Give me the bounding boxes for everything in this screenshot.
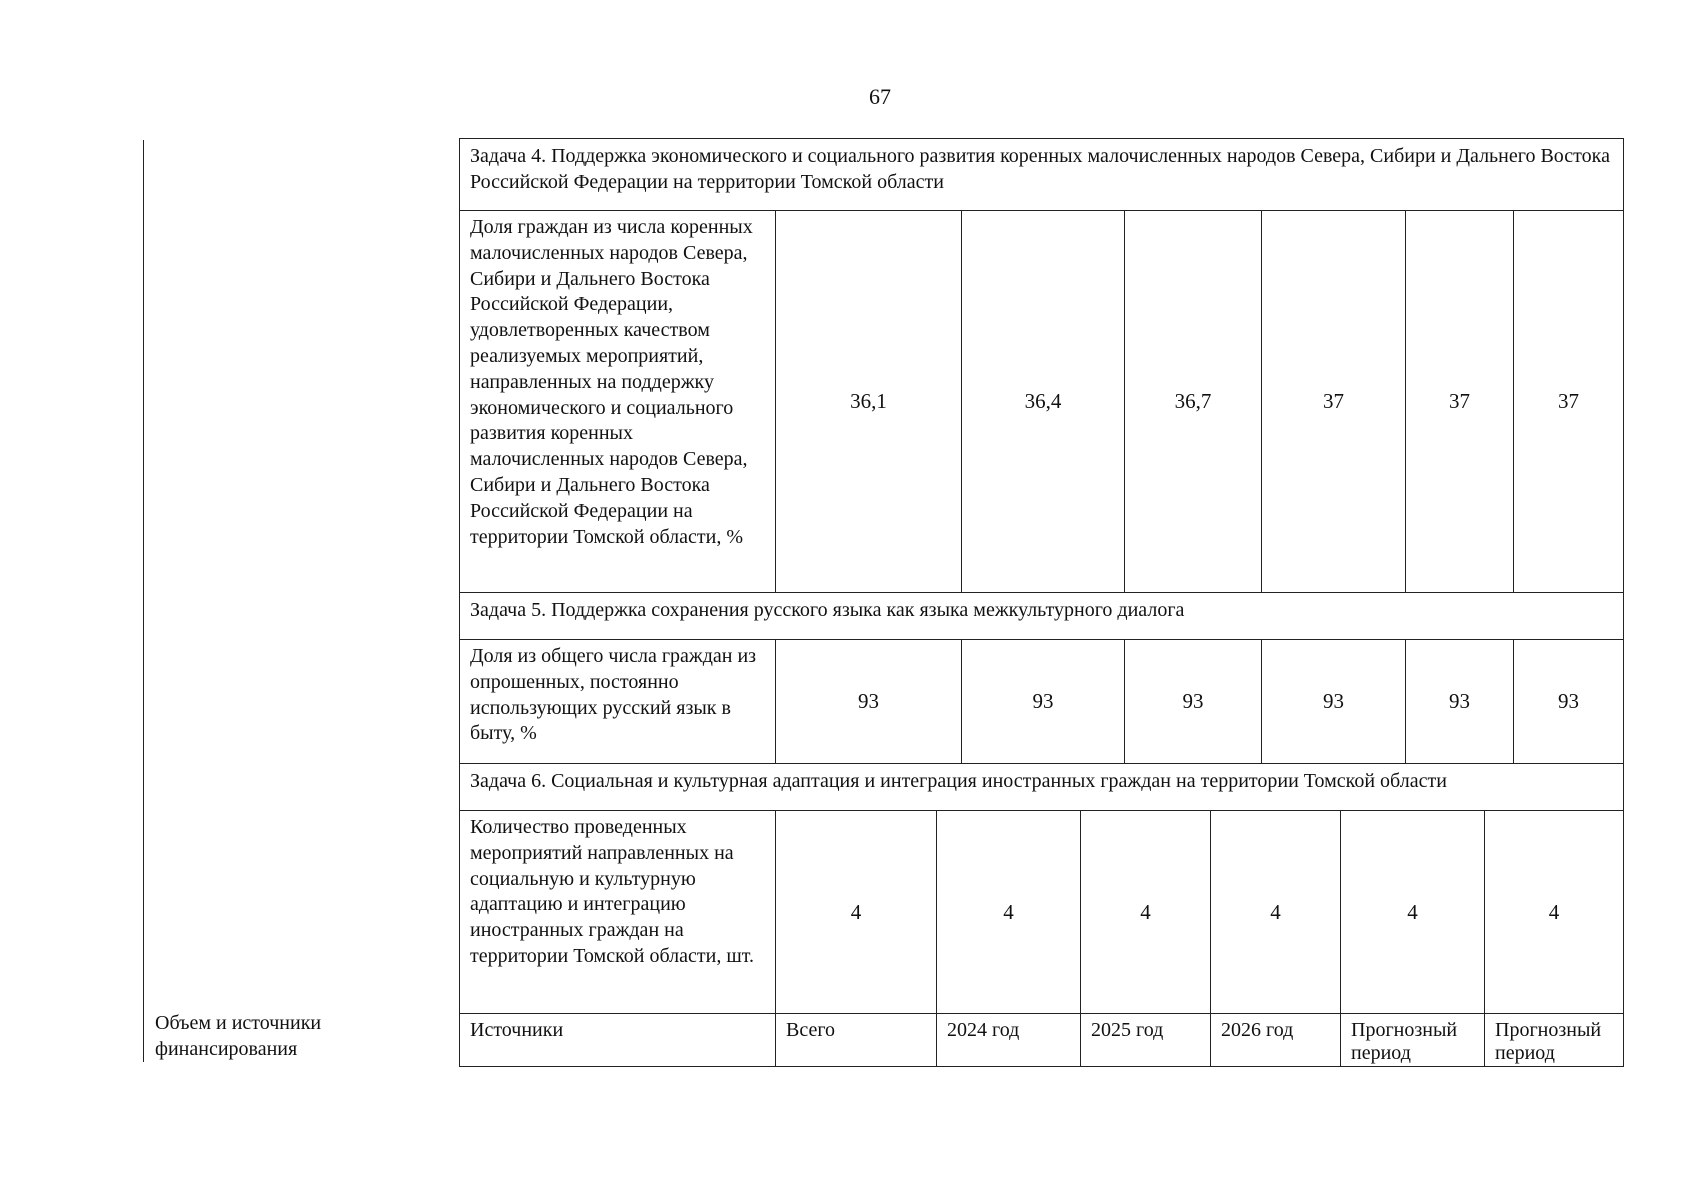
- financing-label: Объем и источники финансирования: [155, 1012, 322, 1060]
- task-4-value: 37: [1513, 211, 1623, 592]
- task-4-indicator-label: Доля граждан из числа коренных малочисленных народов Севера, Сибири и Дальнего Востока Российской Федерации, удовлетворенных качеством реализуемых мероприятий, направленных на поддержку экономического и социального развития коренных малочисленных народов Севера, Сибири и Дальнего Востока Российской Федерации на территории Томской области, %: [470, 216, 753, 548]
- finance-header-row: [459, 1013, 1624, 1067]
- task-6-value: 4: [1210, 811, 1340, 1013]
- left-border-line: [143, 140, 144, 1062]
- finance-header-cell: Источники: [470, 1019, 564, 1041]
- task-5-indicator-row: [459, 639, 1624, 764]
- task-5-title: Задача 5. Поддержка сохранения русского языка как языка межкультурного диалога: [459, 592, 1624, 640]
- page-number: 67: [869, 84, 891, 109]
- task-6-indicator-row: [459, 810, 1624, 1014]
- task-4-value: 36,7: [1124, 211, 1261, 592]
- task-5-value: 93: [1124, 640, 1261, 763]
- finance-header-cell: Прогнозный период: [1340, 1014, 1484, 1066]
- task-6-value: 4: [1340, 811, 1484, 1013]
- finance-header-cell: 2024 год: [936, 1014, 1080, 1066]
- task-6-title: Задача 6. Социальная и культурная адаптация и интеграция иностранных граждан на территории Томской области: [459, 763, 1624, 811]
- task-5-value: 93: [1513, 640, 1623, 763]
- finance-header-cell: Всего: [775, 1014, 936, 1066]
- task-5-indicator-label: Доля из общего числа граждан из опрошенных, постоянно использующих русский язык в быту, %: [470, 645, 757, 745]
- task-4-title: Задача 4. Поддержка экономического и социального развития коренных малочисленных народов Севера, Сибири и Дальнего Востока Российской Федерации на территории Томской области: [459, 138, 1624, 211]
- task-5-value: 93: [961, 640, 1124, 763]
- finance-header-cell: Прогнозный период: [1484, 1014, 1623, 1066]
- task-4-value: 37: [1261, 211, 1405, 592]
- task-5-value: 93: [1261, 640, 1405, 763]
- task-4-indicator-row: [459, 210, 1624, 593]
- finance-header-cell: 2025 год: [1080, 1014, 1210, 1066]
- finance-header-cell: 2026 год: [1210, 1014, 1340, 1066]
- task-4-value: 37: [1405, 211, 1513, 592]
- task-6-value: 4: [1484, 811, 1623, 1013]
- task-6-value: 4: [1080, 811, 1210, 1013]
- task-5-value: 93: [1405, 640, 1513, 763]
- task-6-indicator-label: Количество проведенных мероприятий направленных на социальную и культурную адаптацию и интеграцию иностранных граждан на территории Томской области, шт.: [470, 816, 754, 967]
- task-4-value: 36,1: [775, 211, 961, 592]
- task-6-value: 4: [775, 811, 936, 1013]
- task-5-value: 93: [775, 640, 961, 763]
- task-4-value: 36,4: [961, 211, 1124, 592]
- task-6-value: 4: [936, 811, 1080, 1013]
